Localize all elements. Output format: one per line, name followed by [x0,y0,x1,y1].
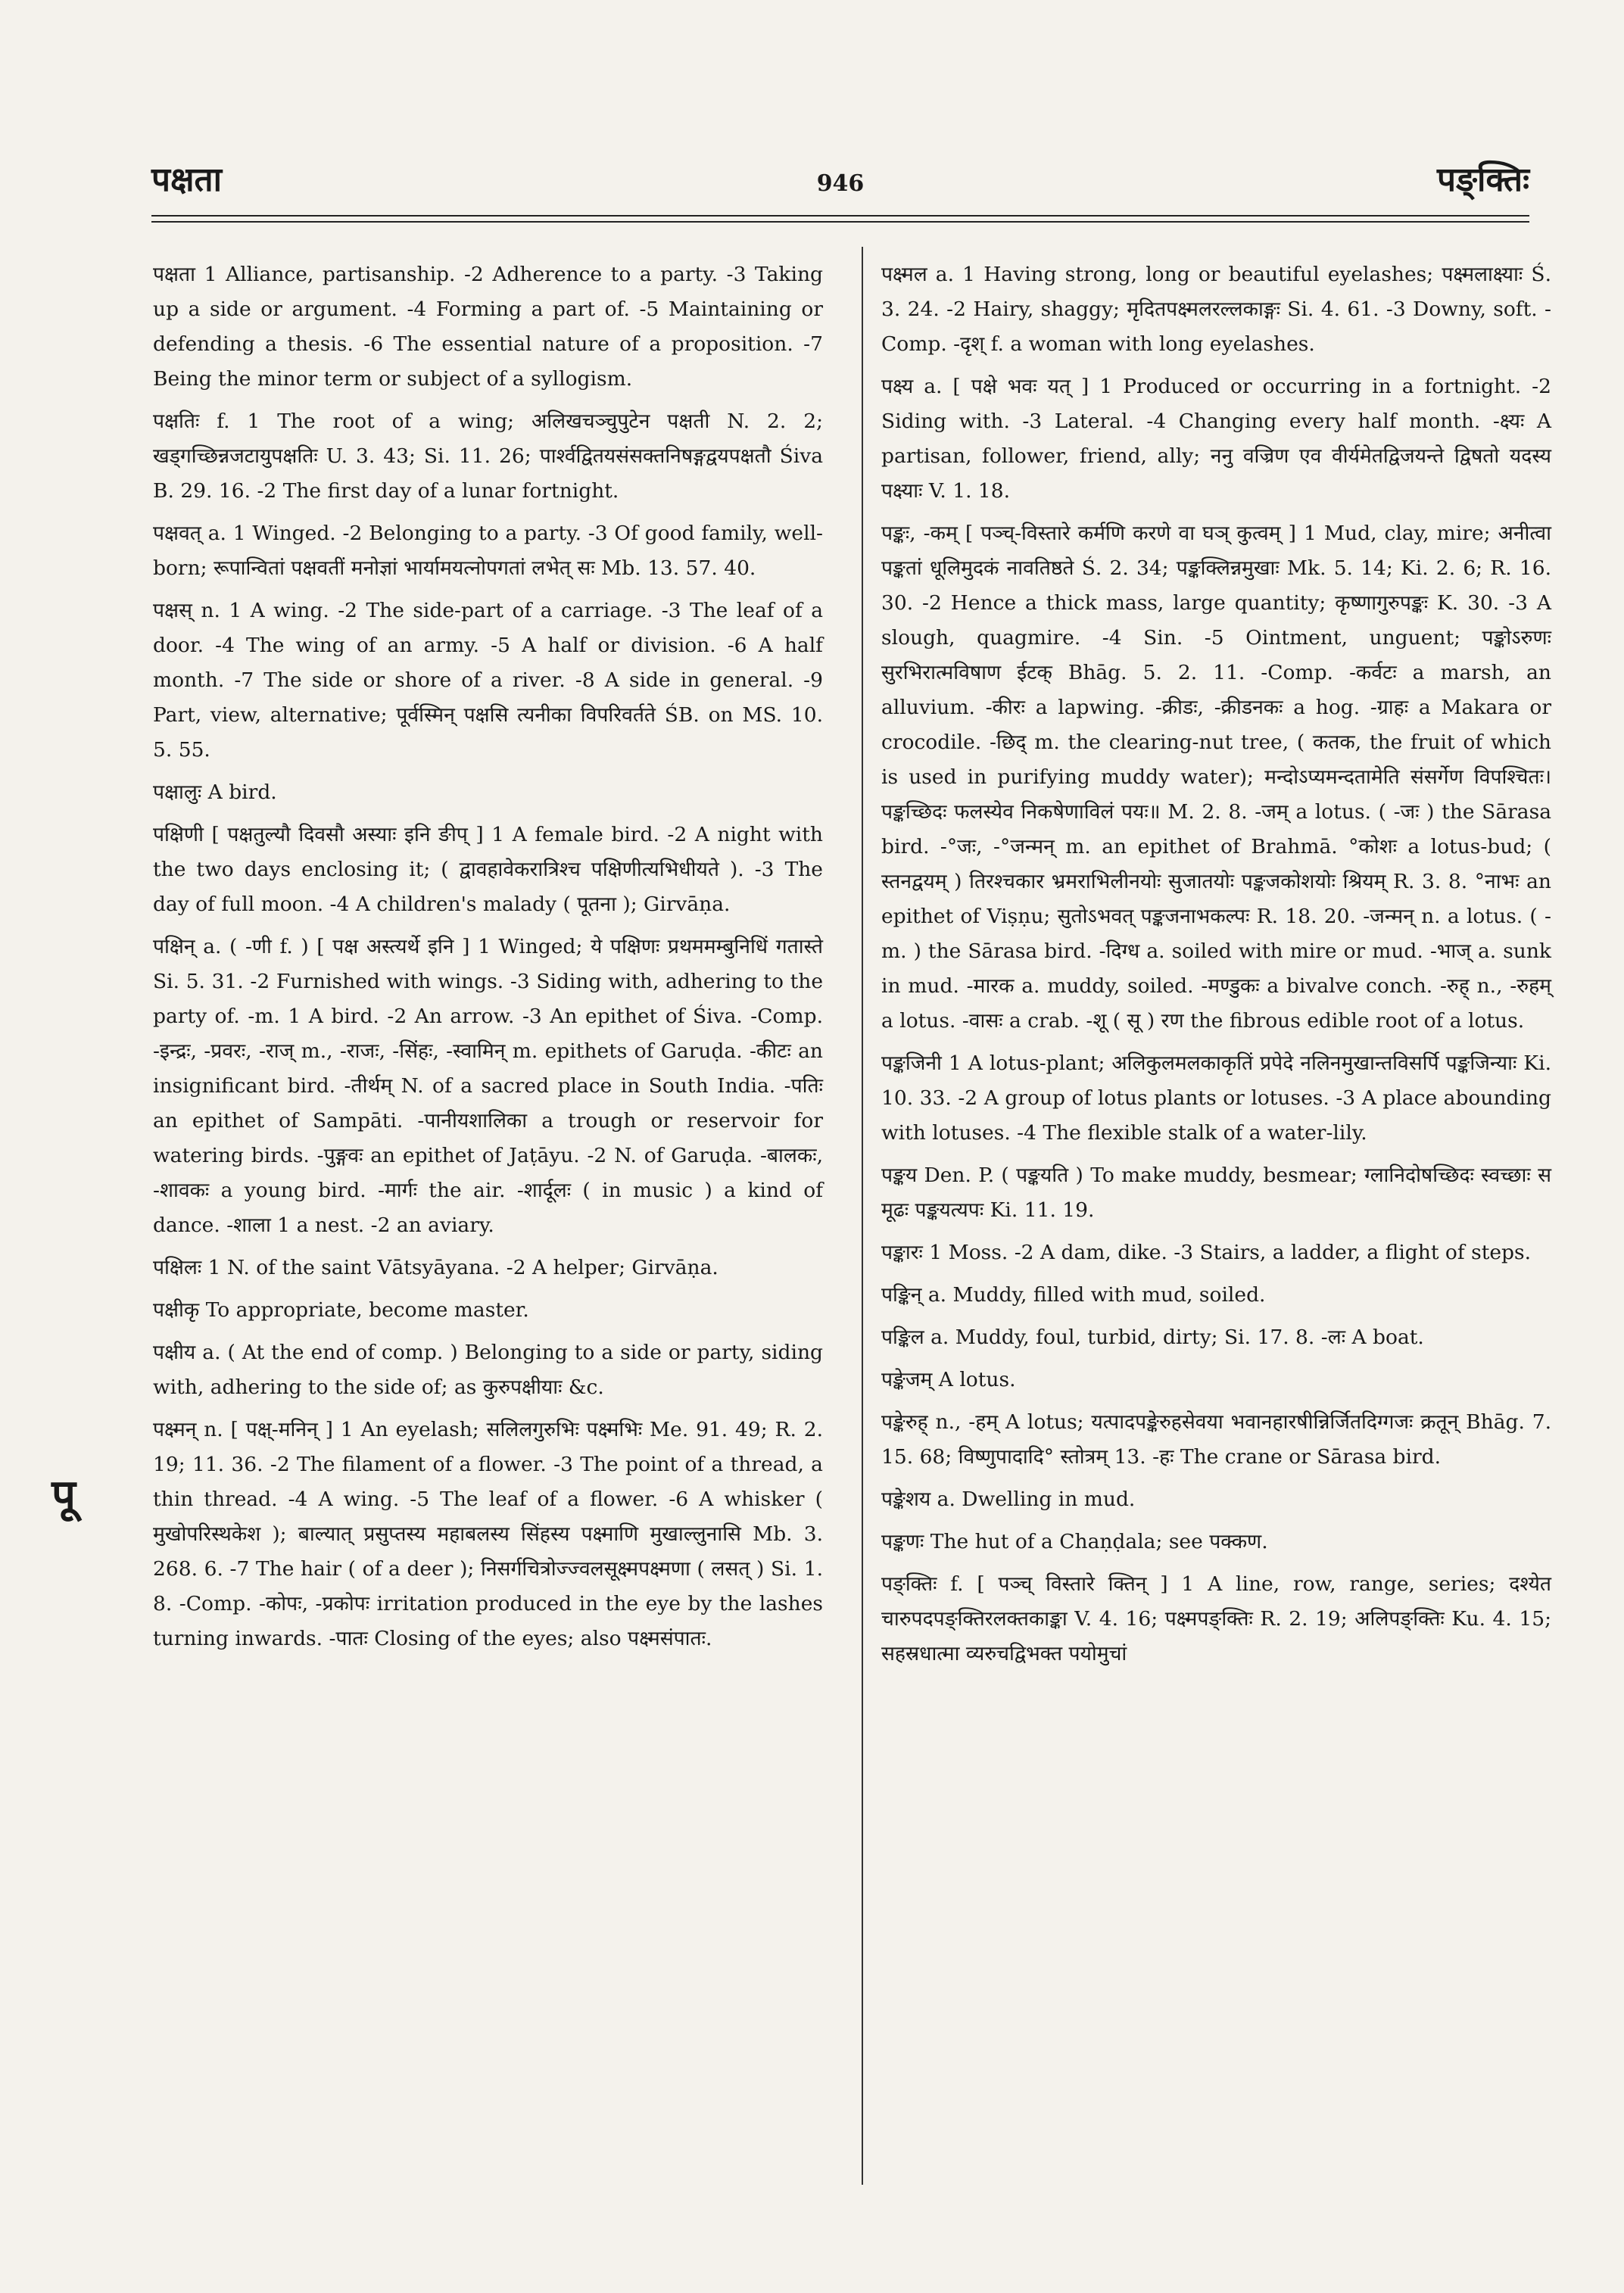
header-rule-bottom [151,221,1529,223]
dictionary-entry [153,404,823,509]
dictionary-entry [881,1482,1551,1517]
entry-text: पक्षस् n. 1 A wing. -2 The side-part of a carriage. -3 The leaf of a door. -4 The wing of an army. -5 A half or division. -6 A half month. -7 The side or shore of a river. -8 A side in general. -9 Part, view, alternative; पूर्वस्मिन् पक्षसि त्यनीका विपरिवर्तते ŚB. on MS. 10. 5. 55. [153,599,823,762]
dictionary-entry [153,775,823,810]
dictionary-entry [881,1320,1551,1355]
dictionary-entry [153,594,823,768]
dictionary-entry [153,1293,823,1328]
entry-text: पङ्केरुह् n., -हम् A lotus; यत्पादपङ्केरुहसेवया भवानहारषीन्निर्जितदिग्गजः क्रतून् Bhāg. 7. 15. 68; विष्णुपादादि° स्तोत्रम् 13. -हः The crane or Sārasa bird. [881,1410,1551,1469]
entry-text: पक्ष्मल a. 1 Having strong, long or beautiful eyelashes; पक्ष्मलाक्ष्याः Ś. 3. 24. -2 Hairy, shaggy; मृदितपक्ष्मलरल्लकाङ्गः Si. 4. 61. -3 Downy, soft. -Comp. -दृश् f. a woman with long eyelashes. [881,263,1551,356]
entry-text: पङ्केशय a. Dwelling in mud. [881,1488,1136,1511]
entry-text: पक्षालुः A bird. [153,780,277,804]
entry-text: पक्ष्मन् n. [ पक्ष्-मनिन् ] 1 An eyelash; सलिलगुरुभिः पक्ष्मभिः Me. 91. 49; R. 2. 19; 11. 36. -2 The filament of a flower. -3 The point of a thread, a thin thread. -4 A wing. -5 The leaf of a flower. -6 A whisker ( मुखोपरिस्थकेश ); बाल्यात् प्रसुप्तस्य महाबलस्य सिंहस्य पक्ष्माणि मुखाल्लुनासि Mb. 3. 268. 6. -7 The hair ( of a deer ); निसर्गचित्रोज्ज्वलसूक्ष्मपक्ष्मणा ( लसत् ) Si. 1. 8. -Comp. -कोपः, -प्रकोपः irritation produced in the eye by the lashes turning inwards. -पातः Closing of the eyes; also पक्ष्मसंपातः. [153,1418,823,1650]
dictionary-entry [881,1405,1551,1475]
dictionary-entry [881,369,1551,509]
header-right-guide-word: पङ्क्तिः [1437,160,1529,199]
dictionary-entry [881,1363,1551,1397]
dictionary-entry [153,930,823,1243]
entry-text: पक्षिन् a. ( -णी f. ) [ पक्ष अस्त्यर्थे इनि ] 1 Winged; ये पक्षिणः प्रथममम्बुनिधिं गतास्ते Si. 5. 31. -2 Furnished with wings. -3 Siding with, adhering to the party of. -m. 1 A bird. -2 An arrow. -3 An epithet of Śiva. -Comp. -इन्द्रः, -प्रवरः, -राज् m., -राजः, -सिंहः, -स्वामिन् m. epithets of Garuḍa. -कीटः an insignificant bird. -तीर्थम् N. of a sacred place in South India. -पतिः an epithet of Sampāti. -पानीयशालिका a trough or reservoir for watering birds. -पुङ्गवः an epithet of Jaṭāyu. -2 N. of Garuḍa. -बालकः, -शावकः a young bird. -मार्गः the air. -शार्दूलः ( in music ) a kind of dance. -शाला 1 a nest. -2 an aviary. [153,935,823,1237]
entry-text: पङ्कजिनी 1 A lotus-plant; अलिकुलमलकाकृतिं प्रपेदे नलिनमुखान्तविसर्पि पङ्कजिन्याः Ki. 10. 33. -2 A group of lotus plants or lotuses. -3 A place abounding with lotuses. -4 The flexible stalk of a water-lily. [881,1051,1551,1145]
entry-text: पङ्कणः The hut of a Chaṇḍala; see पक्कण. [881,1530,1268,1553]
entry-text: पक्षतिः f. 1 The root of a wing; अलिखचञ्चुपुटेन पक्षती N. 2. 2; खड्गच्छिन्नजटायुपक्षतिः U. 3. 43; Si. 11. 26; पार्श्वद्वितयसंसक्तनिषङ्गद्वयपक्षतौ Śiva B. 29. 16. -2 The first day of a lunar fortnight. [153,410,823,503]
entry-text: पक्षिलः 1 N. of the saint Vātsyāyana. -2 A helper; Girvāṇa. [153,1256,718,1279]
dictionary-entry [881,1567,1551,1671]
dictionary-entry [881,1525,1551,1559]
dictionary-entry [881,257,1551,362]
dictionary-entry [153,1251,823,1285]
entry-text: पङ्केजम् A lotus. [881,1368,1016,1391]
entry-text: पङ्किल a. Muddy, foul, turbid, dirty; Si. 17. 8. -लः A boat. [881,1326,1424,1349]
page-number: 946 [816,170,865,197]
column-divider [862,247,863,2185]
entry-text: पक्षीय a. ( At the end of comp. ) Belonging to a side or party, siding with, adhering to the side of; as कुरुपक्षीयाः &c. [153,1341,823,1399]
entry-text: पङ्कारः 1 Moss. -2 A dam, dike. -3 Stairs, a ladder, a flight of steps. [881,1241,1532,1264]
dictionary-entry [153,257,823,397]
dictionary-entry [881,1278,1551,1313]
header-rule-top [151,215,1529,217]
header-left-guide-word: पक्षता [151,160,223,199]
entry-text: पक्ष्य a. [ पक्षे भवः यत् ] 1 Produced or occurring in a fortnight. -2 Siding with. -3 Lateral. -4 Changing every half month. -क्ष्यः A partisan, follower, friend, ally; ननु वज्रिण एव वीर्यमेतद्विजयन्ते द्विषतो यदस्य पक्ष्याः V. 1. 18. [881,375,1551,503]
page-header [151,155,1529,216]
entry-text: पङ्कः, -कम् [ पञ्च्-विस्तारे कर्मणि करणे वा घञ् कुत्वम् ] 1 Mud, clay, mire; अनीत्वा पङ्कतां धूलिमुदकं नावतिष्ठते Ś. 2. 34; पङ्कक्लिन्नमुखाः Mk. 5. 14; Ki. 2. 6; R. 16. 30. -2 Hence a thick mass, large quantity; कृष्णागुरुपङ्कः K. 30. -3 A slough, quagmire. -4 Sin. -5 Ointment, unguent; पङ्कोऽरुणः सुरभिरात्मविषाण ईटक् Bhāg. 5. 2. 11. -Comp. -कर्वटः a marsh, an alluvium. -कीरः a lapwing. -क्रीडः, -क्रीडनकः a hog. -ग्राहः a Makara or crocodile. -छिद् m. the clearing-nut tree, ( कतक, the fruit of which is used in purifying muddy water); मन्दोऽप्यमन्दतामेति संसर्गेण विपश्चितः। पङ्कच्छिदः फलस्येव निकषेणाविलं पयः॥ M. 2. 8. -जम् a lotus. ( -जः ) the Sārasa bird. -°जः, -°जन्मन् m. an epithet of Brahmā. °कोशः a lotus-bud; ( स्तनद्वयम् ) तिरश्चकार भ्रमराभिलीनयोः सुजातयोः पङ्कजकोशयोः श्रियम् R. 3. 8. °नाभः an epithet of Viṣṇu; सुतोऽभवत् पङ्कजनाभकल्पः R. 18. 20. -जन्मन् n. a lotus. ( -m. ) the Sārasa bird. -दिग्ध a. soiled with mire or mud. -भाज् a. sunk in mud. -मारक a. muddy, soiled. -मण्डुकः a bivalve conch. -रुह् n., -रुहम् a lotus. -वासः a crab. -शू ( सू ) रण the fibrous edible root of a lotus. [881,522,1551,1033]
entry-text: पक्षता 1 Alliance, partisanship. -2 Adherence to a party. -3 Taking up a side or argument. -4 Forming a part of. -5 Maintaining or defending a thesis. -6 The essential nature of a proposition. -7 Being the minor term or subject of a syllogism. [153,263,823,391]
dictionary-entry [881,1158,1551,1228]
entry-text: पक्षिणी [ पक्षतुल्यौ दिवसौ अस्याः इनि ङीप् ] 1 A female bird. -2 A night with the two days enclosing it; ( द्वावहावेकरात्रिश्च पक्षिणीत्यभिधीयते ). -3 The day of full moon. -4 A children's malady ( पूतना ); Girvāṇa. [153,823,823,916]
right-column [881,257,1551,1679]
dictionary-entry [881,1046,1551,1151]
entry-text: पङ्क्तिः f. [ पञ्च् विस्तारे क्तिन् ] 1 A line, row, range, series; दश्येत चारुपदपङ्क्तिरलक्तकाङ्का V. 4. 16; पक्ष्मपङ्क्तिः R. 2. 19; अलिपङ्क्तिः Ku. 4. 15; सहस्रधात्मा व्यरुचद्विभक्त पयोमुचां [881,1572,1551,1665]
entry-text: पङ्किन् a. Muddy, filled with mud, soiled. [881,1283,1266,1307]
dictionary-entry [153,818,823,922]
dictionary-entry [153,516,823,586]
margin-thumb-index [42,1465,86,1525]
dictionary-entry [153,1335,823,1405]
dictionary-entry [881,516,1551,1039]
left-column [153,257,823,1664]
entry-text: पङ्कय Den. P. ( पङ्कयति ) To make muddy, besmear; ग्लानिदोषच्छिदः स्वच्छाः स मूढः पङ्कयत्यपः Ki. 11. 19. [881,1164,1551,1222]
entry-text: पक्षवत् a. 1 Winged. -2 Belonging to a party. -3 Of good family, well-born; रूपान्वितां पक्षवतीं मनोज्ञां भार्यामयत्नोपगतां लभेत् सः Mb. 13. 57. 40. [153,522,823,580]
dictionary-entry [881,1235,1551,1270]
dictionary-entry [153,1413,823,1656]
margin-thumb-letter: पू [51,1470,76,1520]
entry-text: पक्षीकृ To appropriate, become master. [153,1298,529,1322]
